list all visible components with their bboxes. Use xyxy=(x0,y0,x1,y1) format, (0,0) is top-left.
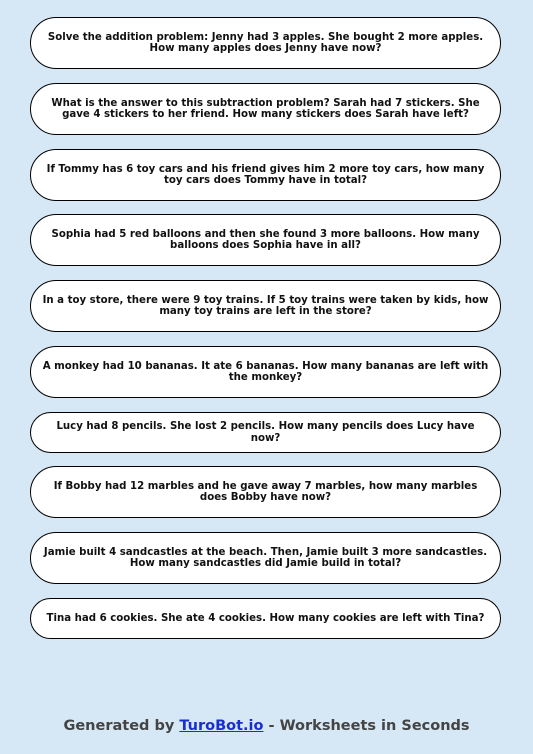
question-text: Sophia had 5 red balloons and then she found 3 more balloons. How many balloons does Sophia have in all? xyxy=(51,228,480,251)
question-box xyxy=(30,214,501,266)
question-text: If Bobby had 12 marbles and he gave away 7 marbles, how many marbles does Bobby have now? xyxy=(53,480,478,503)
question-text: If Tommy has 6 toy cars and his friend gives him 2 more toy cars, how many toy cars does Tommy have in total? xyxy=(46,163,485,186)
question-text: What is the answer to this subtraction problem? Sarah had 7 stickers. She gave 4 stickers to her friend. How many stickers does Sarah have left? xyxy=(51,97,480,120)
question-text: Tina had 6 cookies. She ate 4 cookies. How many cookies are left with Tina? xyxy=(46,612,485,624)
question-box xyxy=(30,346,501,398)
question-box xyxy=(30,83,501,135)
question-box xyxy=(30,598,501,639)
question-text: Solve the addition problem: Jenny had 3 apples. She bought 2 more apples. How many apples does Jenny have now? xyxy=(47,31,484,54)
question-box xyxy=(30,532,501,584)
footer-prefix: Generated by xyxy=(63,718,180,734)
question-box xyxy=(30,412,501,453)
question-box xyxy=(30,280,501,332)
question-text: In a toy store, there were 9 toy trains. If 5 toy trains were taken by kids, how many toy trains are left in the store? xyxy=(42,294,489,317)
question-text: Jamie built 4 sandcastles at the beach. Then, Jamie built 3 more sandcastles. How many sandcastles did Jamie build in total? xyxy=(43,546,488,569)
question-box xyxy=(30,149,501,201)
question-text: A monkey had 10 bananas. It ate 6 bananas. How many bananas are left with the monkey? xyxy=(42,360,489,383)
footer xyxy=(0,718,533,734)
footer-suffix: - Worksheets in Seconds xyxy=(263,718,470,734)
question-box xyxy=(30,17,501,69)
question-box xyxy=(30,466,501,518)
question-text: Lucy had 8 pencils. She lost 2 pencils. How many pencils does Lucy have now? xyxy=(56,421,475,444)
turobot-link[interactable]: TuroBot.io xyxy=(179,718,264,734)
